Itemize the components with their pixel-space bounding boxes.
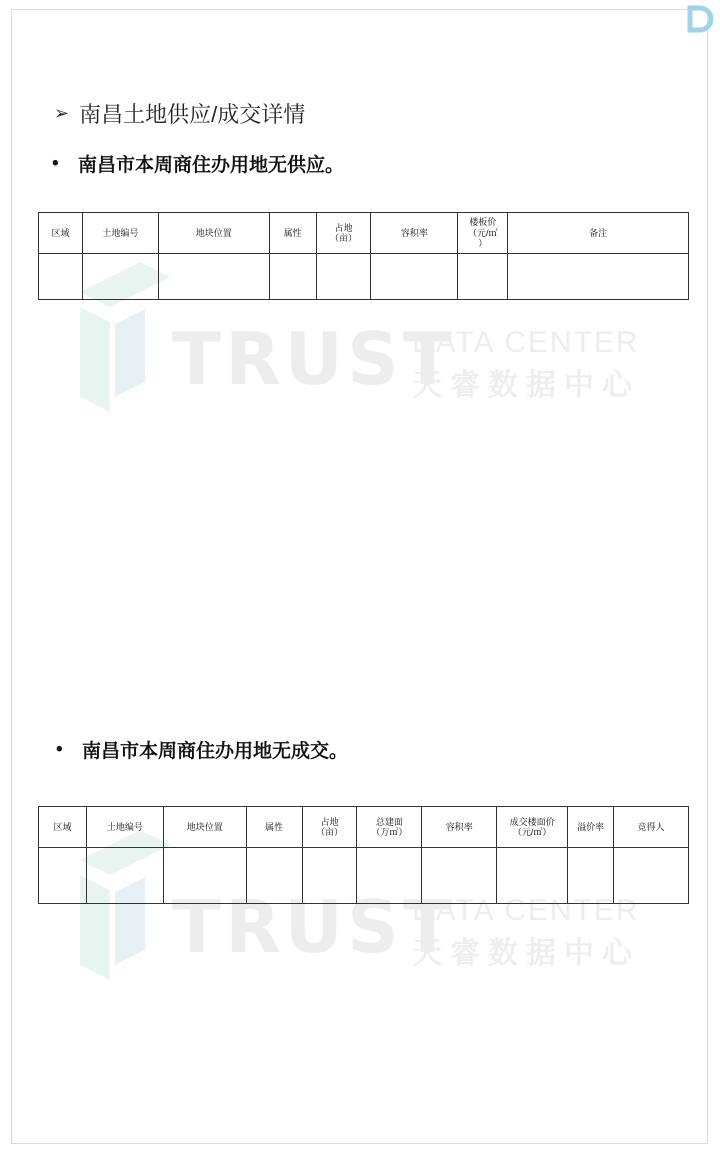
watermark-cn: 天睿数据中心 <box>412 369 640 402</box>
deal-statement <box>56 736 348 763</box>
column-header: 楼板价 （元/㎡ ） <box>458 213 508 254</box>
table-cell <box>458 254 508 300</box>
table-cell <box>269 254 316 300</box>
table-row <box>39 848 689 904</box>
column-header: 区域 <box>39 213 83 254</box>
table-cell <box>568 848 614 904</box>
table-cell <box>39 254 83 300</box>
bullet-icon: • <box>52 152 59 174</box>
section-title: 南昌土地供应/成交详情 <box>79 102 306 127</box>
supply-statement <box>52 150 344 177</box>
column-header: 竞得人 <box>614 807 689 848</box>
table-cell <box>302 848 357 904</box>
table-cell <box>422 848 497 904</box>
watermark-sub: DATA CENTER <box>412 894 640 927</box>
supply-table <box>38 212 689 300</box>
table-cell <box>497 848 568 904</box>
column-header: 属性 <box>246 807 302 848</box>
table-cell <box>158 254 269 300</box>
column-header: 成交楼面价 （元/㎡） <box>497 807 568 848</box>
column-header: 土地编号 <box>82 213 158 254</box>
table-cell <box>39 848 87 904</box>
column-header: 地块位置 <box>158 213 269 254</box>
table-cell <box>316 254 371 300</box>
column-header: 土地编号 <box>86 807 163 848</box>
table-cell <box>614 848 689 904</box>
column-header: 占地 （亩） <box>316 213 371 254</box>
table-cell <box>508 254 689 300</box>
deal-text: 南昌市本周商住办用地无成交。 <box>82 741 349 762</box>
table-cell <box>357 848 422 904</box>
column-header: 占地 （亩） <box>302 807 357 848</box>
column-header: 区域 <box>39 807 87 848</box>
column-header: 总建面 （万㎡） <box>357 807 422 848</box>
supply-text: 南昌市本周商住办用地无供应。 <box>78 155 345 176</box>
page-frame <box>11 9 708 1144</box>
table-header-row <box>39 213 689 254</box>
corner-logo-icon <box>684 4 714 34</box>
column-header: 容积率 <box>371 213 458 254</box>
table-cell <box>163 848 246 904</box>
watermark-brand: TRUST <box>172 885 456 969</box>
arrow-bullet-icon: ➢ <box>54 103 70 123</box>
column-header: 地块位置 <box>163 807 246 848</box>
table-cell <box>86 848 163 904</box>
column-header: 属性 <box>269 213 316 254</box>
watermark-cn: 天睿数据中心 <box>412 937 640 970</box>
table-cell <box>371 254 458 300</box>
column-header: 备注 <box>508 213 689 254</box>
watermark-brand: TRUST <box>172 317 456 401</box>
watermark-sub: DATA CENTER <box>412 326 640 359</box>
bullet-icon: • <box>56 738 63 760</box>
table-cell <box>82 254 158 300</box>
table-header-row <box>39 807 689 848</box>
section-heading <box>54 98 305 129</box>
column-header: 容积率 <box>422 807 497 848</box>
deal-table <box>38 806 689 904</box>
table-cell <box>246 848 302 904</box>
table-row <box>39 254 689 300</box>
column-header: 溢价率 <box>568 807 614 848</box>
